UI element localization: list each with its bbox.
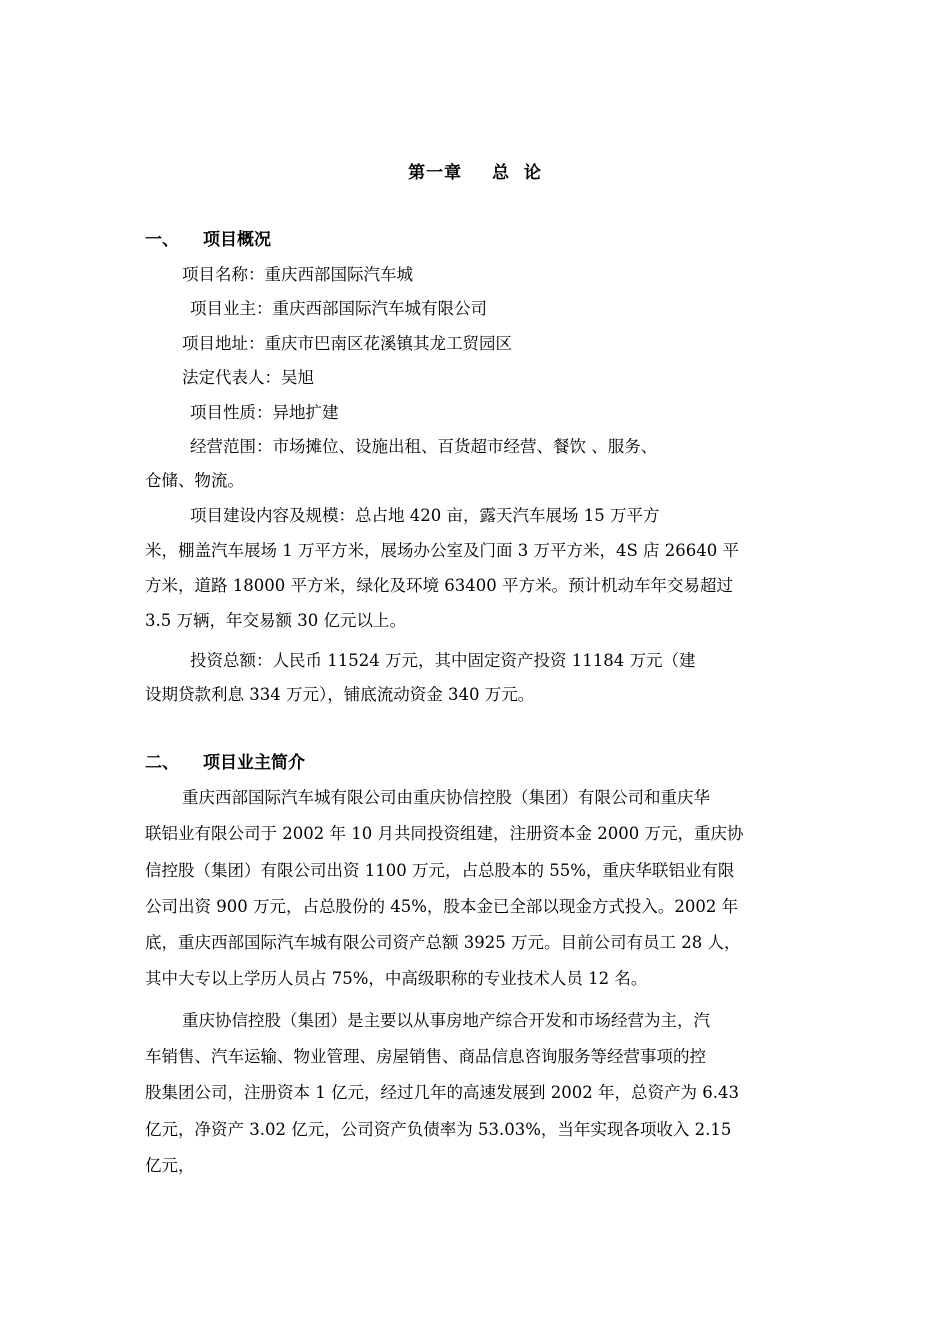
paragraph-line: 方米，道路 18000 平方米，绿化及环境 63400 平方米。预计机动车年交易超过	[145, 576, 733, 595]
paragraph-line: 联铝业有限公司于 2002 年 10 月共同投资组建，注册资本金 2000 万元，重庆协	[145, 824, 744, 843]
paragraph-line: 经营范围：市场摊位、设施出租、百货超市经营、餐饮 、服务、	[190, 437, 658, 456]
paragraph-line: 3.5 万辆，年交易额 30 亿元以上。	[145, 611, 406, 630]
paragraph-line: 重庆西部国际汽车城有限公司由重庆协信控股（集团）有限公司和重庆华	[182, 788, 710, 807]
paragraph-line: 米，棚盖汽车展场 1 万平方米，展场办公室及门面 3 万平方米，4S 店 26640 平	[145, 541, 739, 560]
paragraph-line: 车销售、汽车运输、物业管理、房屋销售、商品信息咨询服务等经营事项的控	[145, 1047, 706, 1066]
chapter-name: 总 论	[492, 163, 542, 183]
section-title: 项目业主简介	[203, 753, 305, 773]
paragraph-line: 项目性质：异地扩建	[190, 403, 339, 422]
paragraph-line: 公司出资 900 万元，占总股份的 45%，股本金已全部以现金方式投入。2002 年	[145, 897, 739, 916]
paragraph-line: 亿元，	[145, 1156, 195, 1175]
paragraph-line: 仓储、物流。	[145, 471, 244, 490]
paragraph-line: 其中大专以上学历人员占 75%，中高级职称的专业技术人员 12 名。	[145, 969, 648, 988]
paragraph-line: 亿元，净资产 3.02 亿元，公司资产负债率为 53.03%，当年实现各项收入 2.15	[145, 1120, 732, 1139]
paragraph-line: 项目地址：重庆市巴南区花溪镇其龙工贸园区	[182, 334, 512, 353]
paragraph-line: 股集团公司，注册资本 1 亿元，经过几年的高速发展到 2002 年，总资产为 6.43	[145, 1083, 739, 1102]
section-number: 一、	[145, 230, 179, 250]
paragraph-line: 投资总额：人民币 11524 万元，其中固定资产投资 11184 万元（建	[190, 651, 696, 670]
chapter-label: 第一章	[408, 163, 463, 183]
section-number: 二、	[145, 753, 179, 773]
section-heading-owner	[145, 752, 305, 774]
paragraph-line: 信控股（集团）有限公司出资 1100 万元，占总股本的 55%，重庆华联铝业有限	[145, 861, 735, 880]
chapter-title	[0, 158, 950, 183]
paragraph-line: 底，重庆西部国际汽车城有限公司资产总额 3925 万元。目前公司有员工 28 人，	[145, 933, 741, 952]
paragraph-line: 法定代表人：吴旭	[182, 368, 314, 387]
paragraph-line: 设期贷款利息 334 万元），铺底流动资金 340 万元。	[145, 685, 535, 704]
paragraph-line: 项目业主：重庆西部国际汽车城有限公司	[190, 299, 487, 318]
paragraph-line: 重庆协信控股（集团）是主要以从事房地产综合开发和市场经营为主，汽	[182, 1011, 710, 1030]
paragraph-line: 项目建设内容及规模：总占地 420 亩，露天汽车展场 15 万平方	[190, 506, 660, 525]
section-heading-overview	[145, 229, 271, 251]
section-title: 项目概况	[203, 230, 271, 250]
paragraph-line: 项目名称：重庆西部国际汽车城	[182, 265, 413, 284]
